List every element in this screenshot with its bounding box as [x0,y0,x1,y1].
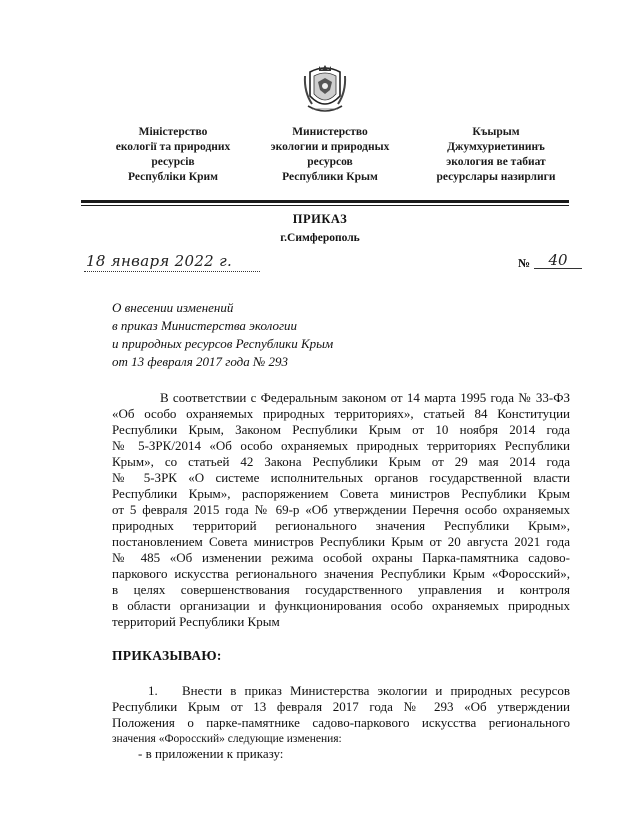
paragraph-line: Республики Крым, Законом Республики Крым от 10 ноября 2014 года [112,422,570,437]
paragraph-line: территорий Республики Крым [112,614,280,629]
ministry-name-crimean-tatar [411,125,581,185]
paragraph-line: № 5-ЗРК «О системе исполнительных органов государственной власти [112,470,570,485]
header-line: Къырым [472,126,520,138]
item-line: Республики Крым от 13 февраля 2017 года № 293 «Об утверждении [112,699,570,714]
header-divider-thin [81,205,569,206]
date-underline [84,271,260,272]
paragraph-line: природных территорий регионального значения Республики Крым», [112,518,570,533]
item-line-text: Внести в приказ Министерства экологии и природных ресурсов [182,683,570,698]
paragraph-line: № 5-ЗРК/2014 «Об особо охраняемых природных территориях Республики [112,438,570,453]
paragraph-line: от 5 февраля 2015 года № 69-р «Об утверждении Перечня особо охраняемых [112,502,570,517]
item-line: значения «Форосский» следующие изменения: [112,733,342,745]
handwritten-date: 18 января 2022 г. [86,252,233,270]
item-first-line [112,683,570,699]
header-line: экологии и природных [270,141,390,153]
header-line: экология ве табиат [446,156,546,168]
paragraph-line: Республики Крым», распоряжением Совета министров Республики Крым [112,486,570,501]
order-item-1 [112,683,570,747]
paragraph-line: В соответствии с Федеральным законом от 14 марта 1995 года № 33-ФЗ [160,390,570,405]
subject-line: в приказ Министерства экологии [112,318,298,333]
paragraph-line: в области организации и функционирования особо охраняемых природных [112,598,570,613]
paragraph-line: Крым», со статьей 42 Закона Республики Крым от 29 мая 2014 года [112,454,570,469]
order-number-underline [534,268,582,269]
order-command-heading: ПРИКАЗЫВАЮ: [112,648,222,663]
order-subitem: - в приложении к приказу: [138,746,284,761]
item-number: 1. [148,683,158,698]
ministry-name-ukrainian [88,125,258,185]
paragraph-line: № 485 «Об изменении режима особой охраны Парка-памятника садово- [112,550,570,565]
header-line: екології та природних [115,141,231,153]
header-line: Министерство [292,126,368,138]
handwritten-order-number: 40 [548,251,568,269]
header-line: ресурсів [151,156,195,168]
item-line: Положения о парке-памятнике садово-паркового искусства регионального [112,715,570,730]
document-title: ПРИКАЗ [292,212,348,226]
subject-line: от 13 февраля 2017 года № 293 [112,354,288,369]
header-line: ресурслары назирлиги [436,171,556,183]
header-line: Джумхуриетининъ [447,141,545,153]
paragraph-line: в целях совершенствования государственного управления и контроля [112,582,570,597]
order-number-label: № [518,256,531,270]
document-subject [112,299,333,371]
subject-line: О внесении изменений [112,300,234,315]
header-line: Республики Крым [282,171,378,183]
coat-of-arms-icon [302,62,348,116]
paragraph-line: «Об особо охраняемых природных территориях», статьей 84 Конституции [112,406,570,421]
header-line: Республіки Крим [128,171,218,183]
paragraph-line: паркового искусства регионального значения Республики Крым «Форосский», [112,566,570,581]
document-city: г.Симферополь [280,232,360,244]
header-line: ресурсов [307,156,353,168]
subject-line: и природных ресурсов Республики Крым [112,336,334,351]
preamble-paragraph [112,390,570,630]
header-divider-thick [81,200,569,203]
ministry-name-russian [245,125,415,185]
paragraph-line: постановлением Совета министров Республики Крым от 20 августа 2021 года [112,534,570,549]
header-line: Міністерство [138,126,208,138]
